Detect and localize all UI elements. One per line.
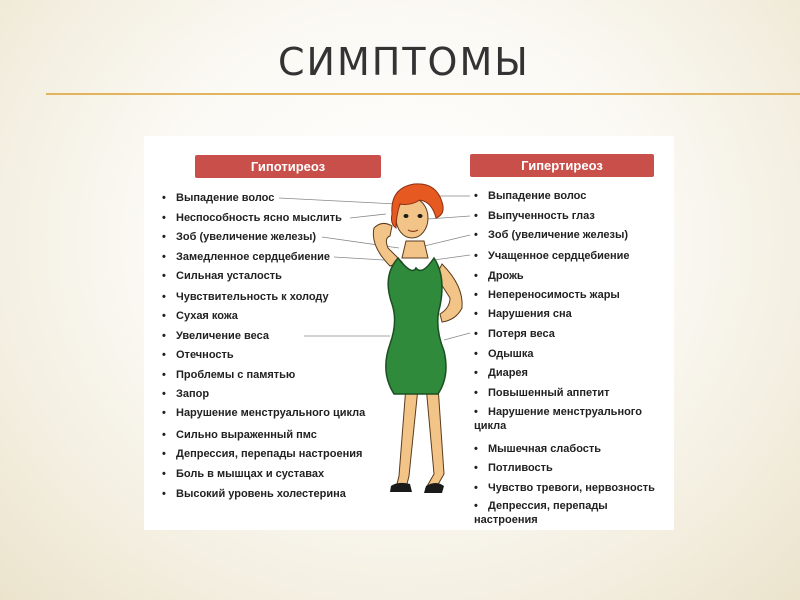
hyperthyroid-symptom: • Нарушение менструального цикла [474, 406, 642, 432]
title-divider [46, 93, 800, 95]
hypothyroid-symptom: • Сильная усталость [162, 270, 282, 282]
hypothyroid-symptom: • Отечность [162, 349, 234, 361]
hyperthyroid-symptom: • Мышечная слабость [474, 443, 602, 455]
hypothyroid-symptom: • Чувствительность к холоду [162, 291, 329, 303]
hyperthyroid-symptom: • Депрессия, перепады настроения [474, 500, 608, 526]
hypothyroid-symptom: • Неспособность ясно мыслить [162, 212, 342, 224]
hyperthyroid-symptom: • Потеря веса [474, 328, 555, 340]
hyperthyroid-symptom: • Выпученность глаз [474, 210, 595, 222]
symptoms-infographic [144, 136, 674, 530]
hypothyroid-symptom: • Сильно выраженный пмс [162, 429, 317, 441]
hypothyroid-symptom: • Запор [162, 388, 210, 400]
woman-illustration [144, 136, 674, 530]
hyperthyroid-symptom: • Учащенное сердцебиение [474, 250, 630, 262]
hyperthyroid-symptom: • Непереносимость жары [474, 289, 620, 301]
hypothyroid-symptom: • Высокий уровень холестерина [162, 488, 346, 500]
hypothyroid-symptom: • Сухая кожа [162, 310, 238, 322]
hyperthyroid-symptom: • Выпадение волос [474, 190, 587, 202]
hypothyroid-symptom: • Зоб (увеличение железы) [162, 231, 317, 243]
hypothyroid-symptom: • Выпадение волос [162, 192, 275, 204]
hypothyroid-header: Гипотиреоз [195, 155, 381, 178]
hypothyroid-symptom: • Боль в мышцах и суставах [162, 468, 325, 480]
hyperthyroid-symptom: • Дрожь [474, 270, 524, 282]
hypothyroid-symptom: • Увеличение веса [162, 330, 269, 342]
hypothyroid-symptom: • Замедленное сердцебиение [162, 251, 330, 263]
hypothyroid-symptom: • Депрессия, перепады настроения [162, 448, 363, 460]
hyperthyroid-symptom: • Одышка [474, 348, 534, 360]
hyperthyroid-symptom: • Диарея [474, 367, 528, 379]
hyperthyroid-symptom: • Зоб (увеличение железы) [474, 229, 629, 241]
hypothyroid-symptom: • Проблемы с памятью [162, 369, 296, 381]
hyperthyroid-header: Гипертиреоз [470, 154, 654, 177]
hyperthyroid-symptom: • Потливость [474, 462, 553, 474]
pointer-lines-left [279, 198, 400, 336]
hyperthyroid-symptom: • Чувство тревоги, нервозность [474, 482, 655, 494]
hypothyroid-symptom: • Нарушение менструального цикла [162, 407, 366, 419]
slide-title: СИМПТОМЫ [278, 40, 530, 84]
hyperthyroid-symptom: • Повышенный аппетит [474, 387, 610, 399]
hyperthyroid-symptom: • Нарушения сна [474, 308, 572, 320]
